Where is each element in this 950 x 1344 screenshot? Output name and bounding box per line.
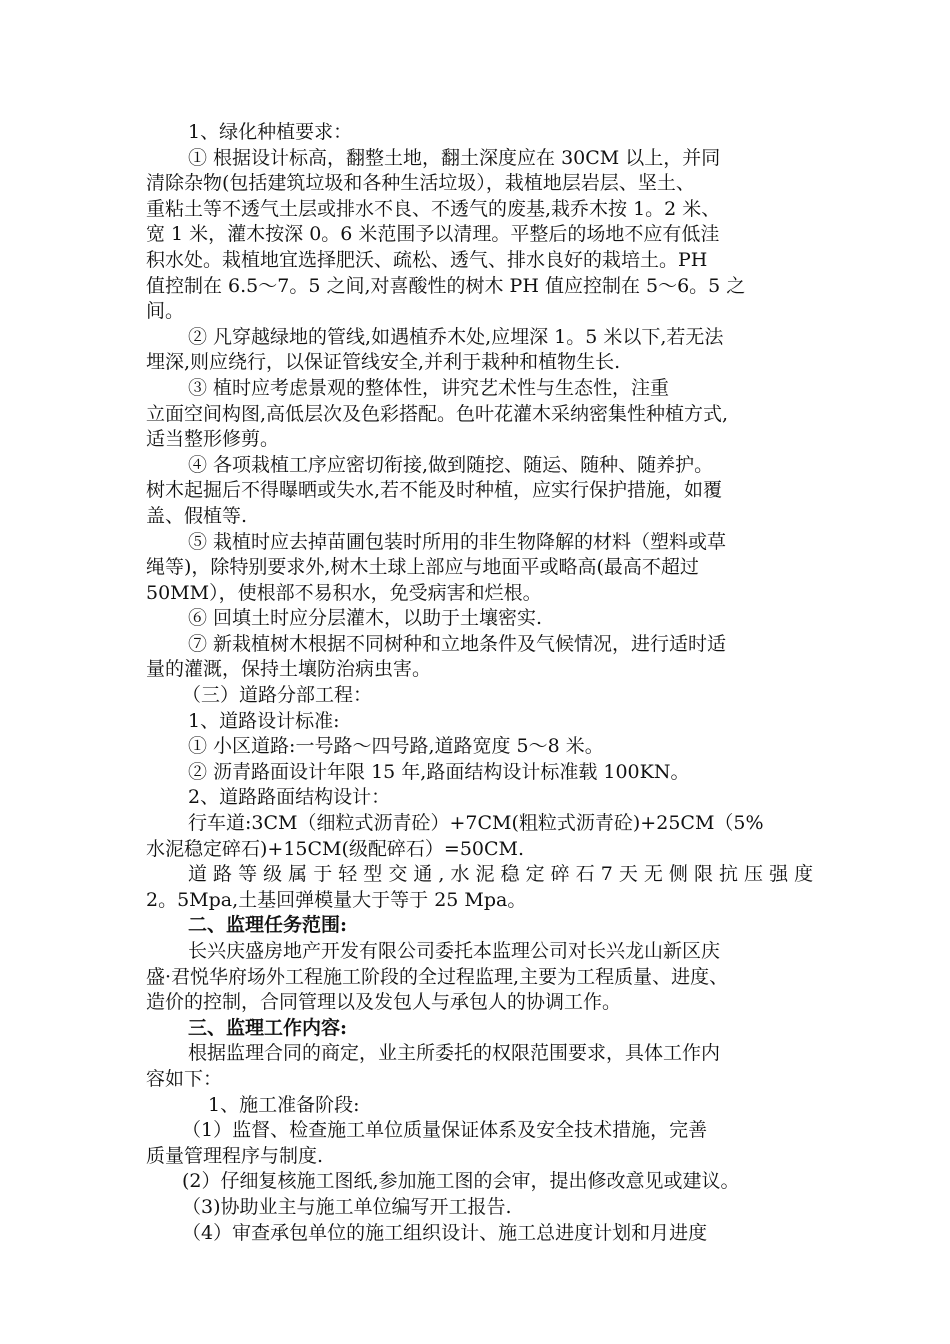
paragraph-line: 盖、假植等.	[146, 504, 248, 527]
heading-supervision-content: 三、监理工作内容:	[188, 1016, 348, 1039]
heading-road-design-standard: 1、道路设计标准:	[188, 709, 340, 732]
paragraph-line: 树木起掘后不得曝晒或失水,若不能及时种植，应实行保护措施，如覆	[146, 479, 723, 502]
heading-road-works: （三）道路分部工程：	[182, 684, 373, 707]
paragraph-line: （1）监督、检查施工单位质量保证体系及安全技术措施，完善	[182, 1119, 708, 1142]
paragraph-line: 积水处。栽植地宜选择肥沃、疏松、透气、排水良好的栽培土。PH	[146, 248, 708, 271]
paragraph-line: 量的灌溉，保持土壤防治病虫害。	[146, 658, 432, 681]
paragraph-line: 值控制在 6.5～7。5 之间,对喜酸性的树木 PH 值应控制在 5～6。5 之	[146, 274, 746, 297]
paragraph-line: ⑤ 栽植时应去掉苗圃包装时所用的非生物降解的材料（塑料或草	[188, 530, 727, 553]
paragraph-line: ① 小区道路:一号路～四号路,道路宽度 5～8 米。	[188, 735, 604, 758]
paragraph-line: 间。	[146, 300, 185, 323]
paragraph-line: 2。5Mpa,土基回弹模量大于等于 25 Mpa。	[146, 888, 527, 911]
paragraph-line: （4）审查承包单位的施工组织设计、施工总进度计划和月进度	[182, 1221, 708, 1244]
paragraph-line: ④ 各项栽植工序应密切衔接,做到随挖、随运、随种、随养护。	[188, 453, 714, 476]
heading-construction-prep: 1、施工准备阶段:	[208, 1093, 360, 1116]
paragraph-line: 清除杂物(包括建筑垃圾和各种生活垃圾），栽植地层岩层、坚土、	[146, 172, 695, 195]
paragraph-line: ③ 植时应考虑景观的整体性，讲究艺术性与生态性，注重	[188, 376, 670, 399]
paragraph-line: 行车道:3CM（细粒式沥青砼）+7CM(粗粒式沥青砼)+25CM（5%	[188, 812, 764, 835]
heading-supervision-scope: 二、监理任务范围:	[188, 914, 348, 937]
paragraph-line: （3)协助业主与施工单位编写开工报告.	[182, 1195, 512, 1218]
paragraph-line: 质量管理程序与制度.	[146, 1144, 324, 1167]
document-body	[146, 120, 836, 1246]
paragraph-line: ① 根据设计标高，翻整土地，翻土深度应在 30CM 以上，并同	[188, 146, 721, 169]
paragraph-line: 绳等)，除特别要求外,树木土球上部应与地面平或略高(最高不超过	[146, 556, 699, 579]
paragraph-line: ② 凡穿越绿地的管线,如遇植乔木处,应埋深 1。5 米以下,若无法	[188, 325, 724, 348]
paragraph-line: (2）仔细复核施工图纸,参加施工图的会审，提出修改意见或建议。	[182, 1170, 740, 1193]
paragraph-line: 适当整形修剪。	[146, 428, 280, 451]
paragraph-line: 容如下：	[146, 1067, 223, 1090]
paragraph-line: 宽 1 米，灌木按深 0。6 米范围予以清理。平整后的场地不应有低洼	[146, 223, 720, 246]
paragraph-line: 水泥稳定碎石)+15CM(级配碎石）=50CM.	[146, 837, 525, 860]
paragraph-line: 道 路 等 级 属 于 轻 型 交 通 , 水 泥 稳 定 碎 石 7 天 无 侧 限 抗 压 强 度	[188, 863, 814, 886]
paragraph-line: ⑥ 回填土时应分层灌木，以助于土壤密实.	[188, 607, 543, 630]
paragraph-line: 盛·君悦华府场外工程施工阶段的全过程监理,主要为工程质量、进度、	[146, 965, 729, 988]
paragraph-line: 长兴庆盛房地产开发有限公司委托本监理公司对长兴龙山新区庆	[188, 940, 721, 962]
heading-road-structure-design: 2、道路路面结构设计：	[188, 786, 391, 809]
paragraph-line: ② 沥青路面设计年限 15 年,路面结构设计标准载 100KN。	[188, 760, 690, 783]
paragraph-line: 重粘土等不透气土层或排水不良、不透气的废基,栽乔木按 1。2 米、	[146, 197, 721, 220]
paragraph-line: 根据监理合同的商定，业主所委托的权限范围要求，具体工作内	[188, 1042, 721, 1065]
paragraph-line: 埋深,则应绕行，以保证管线安全,并利于栽种和植物生长.	[146, 351, 621, 374]
paragraph-line: ⑦ 新栽植树木根据不同树种和立地条件及气候情况，进行适时适	[188, 632, 727, 655]
paragraph-line: 立面空间构图,高低层次及色彩搭配。色叶花灌木采纳密集性种植方式,	[146, 402, 729, 425]
paragraph-line: 造价的控制，合同管理以及发包人与承包人的协调工作。	[146, 991, 622, 1014]
paragraph-line: 50MM），使根部不易积水，免受病害和烂根。	[146, 581, 542, 604]
heading-greening-requirements: 1、绿化种植要求：	[188, 121, 353, 143]
